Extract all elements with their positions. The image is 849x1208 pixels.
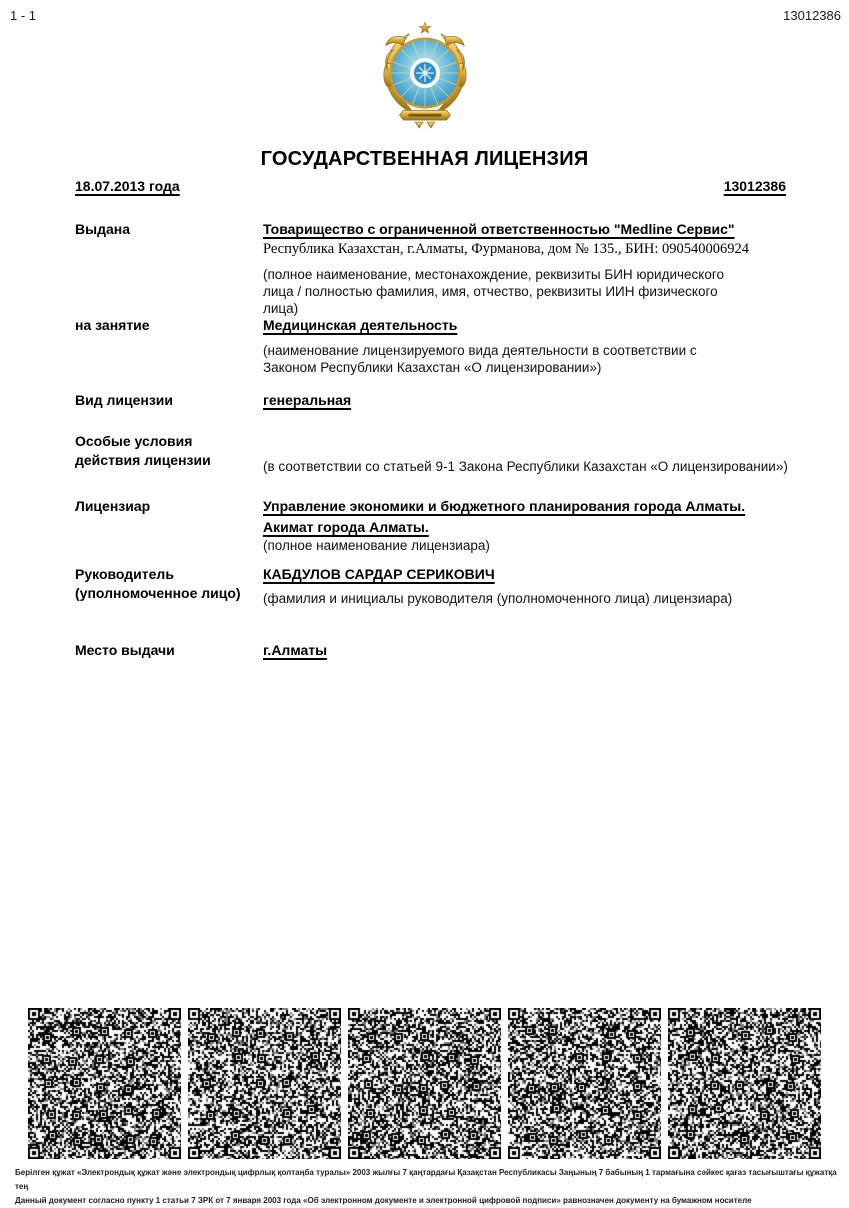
issue-date: 18.07.2013 года	[75, 178, 180, 194]
signature-barcode-5	[668, 1008, 821, 1159]
field-value-license-type: генеральная	[263, 392, 352, 408]
signature-barcode-4	[508, 1008, 661, 1159]
document-number-top: 13012386	[783, 8, 841, 23]
field-label-license-type: Вид лицензии	[75, 392, 174, 408]
legal-footer	[15, 1166, 837, 1208]
license-number: 13012386	[723, 178, 786, 194]
document-title: ГОСУДАРСТВЕННАЯ ЛИЦЕНЗИЯ	[260, 148, 589, 170]
field-value-issued-to: Товарищество с ограниченной ответственностью "Medline Сервис"	[263, 221, 735, 237]
date-number-row	[75, 178, 786, 194]
field-value-licensor: Управление экономики и бюджетного планирования города Алматы. Акимат города Алматы.	[263, 498, 746, 535]
field-value-activity: Медицинская деятельность	[263, 317, 458, 333]
field-label-issued-to: Выдана	[75, 221, 130, 237]
field-note-licensor: (полное наименование лицензиара)	[263, 538, 490, 553]
legal-footer-kazakh: Берілген құжат «Электрондық құжат және электрондық цифрлық қолтаңба туралы» 2003 жылғы 7 қаңтардағы Қазақстан Республикасы Заңының 7 бабының 1 тармағына сәйкес қағаз тасығыштағы құжатқа тең	[15, 1168, 837, 1191]
field-note-issued-to: (полное наименование, местонахождение, реквизиты БИН юридического лица / полностью фамилия, имя, отчество, реквизиты ИИН физического лица)	[263, 267, 724, 316]
field-details-issued-to: Республика Казахстан, г.Алматы, Фурманова, дом № 135., БИН: 090540006924	[263, 241, 749, 257]
page-indicator: 1 - 1	[10, 8, 37, 23]
legal-footer-russian: Данный документ согласно пункту 1 статьи 7 ЗРК от 7 января 2003 года «Об электронном документе и электронной цифровой подписи» равнозначен документу на бумажном носителе	[15, 1196, 752, 1205]
signature-barcode-2	[188, 1008, 341, 1159]
field-value-issue-place: г.Алматы	[263, 642, 328, 658]
field-label-special-conditions: Особые условия действия лицензии	[75, 433, 211, 468]
field-label-issue-place: Место выдачи	[75, 642, 175, 658]
field-label-head: Руководитель (уполномоченное лицо)	[75, 566, 241, 601]
signature-barcode-row	[28, 1008, 821, 1160]
field-label-licensor: Лицензиар	[75, 498, 151, 514]
field-value-head: КАБДУЛОВ САРДАР СЕРИКОВИЧ	[263, 566, 495, 582]
signature-barcode-3	[348, 1008, 501, 1159]
field-note-activity: (наименование лицензируемого вида деятельности в соответствии с Законом Республики Казахстан «О лицензировании»)	[263, 343, 697, 375]
field-note-head: (фамилия и инициалы руководителя (уполномоченного лица) лицензиара)	[263, 591, 733, 606]
signature-barcode-1	[28, 1008, 181, 1159]
field-label-activity: на занятие	[75, 317, 150, 333]
kazakhstan-coat-of-arms-icon	[376, 20, 474, 135]
field-note-special-conditions: (в соответствии со статьей 9-1 Закона Республики Казахстан «О лицензировании»)	[263, 459, 788, 474]
